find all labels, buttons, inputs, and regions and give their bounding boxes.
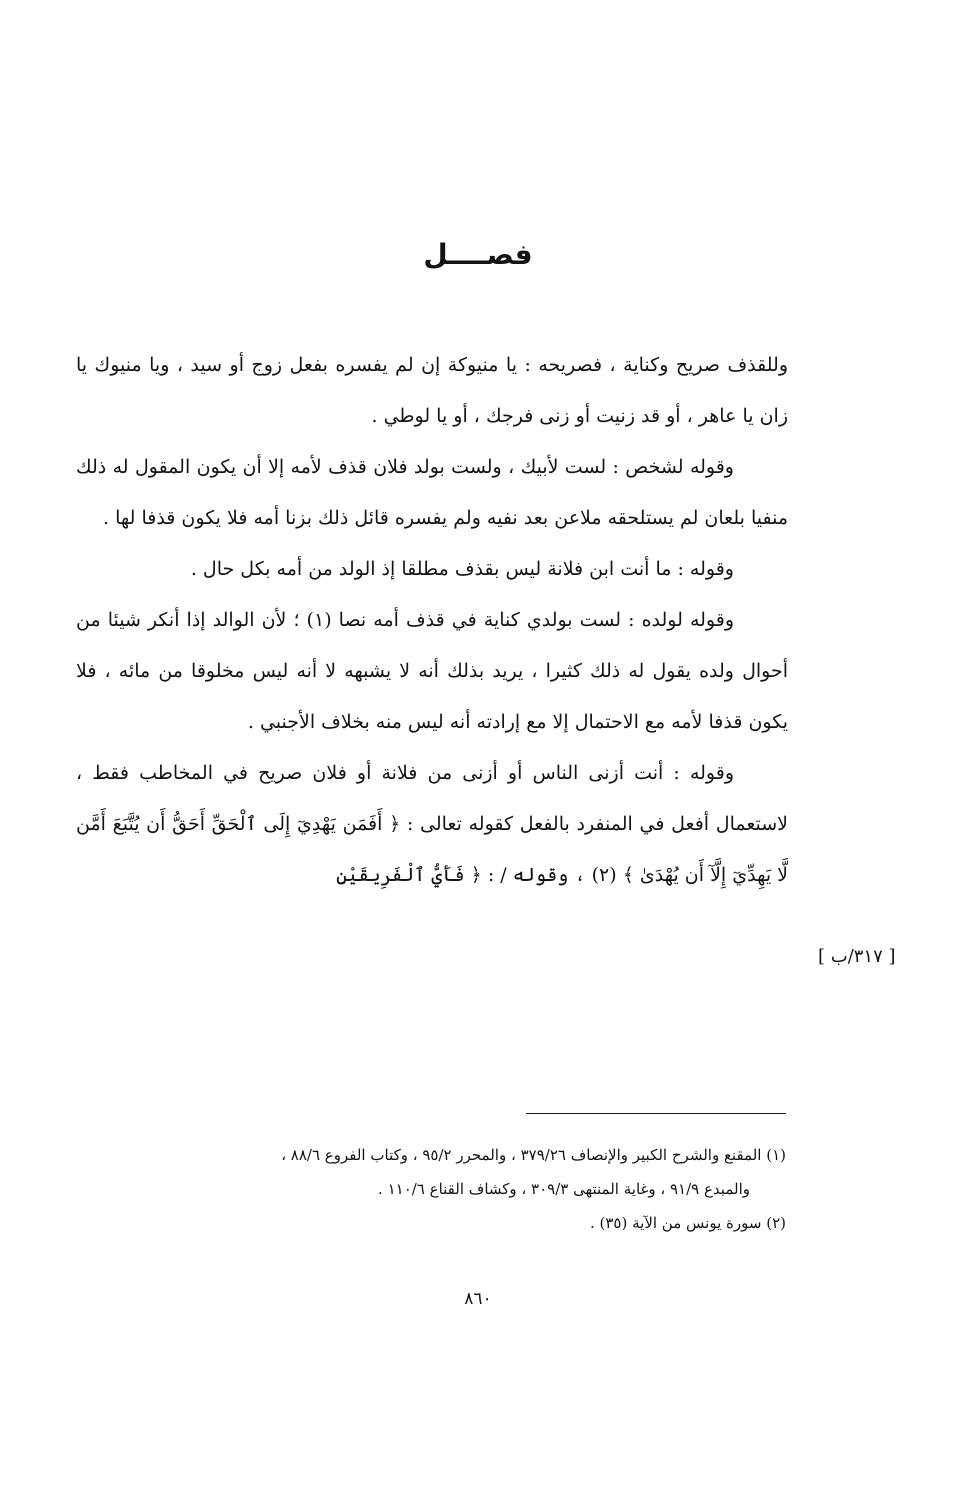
paragraph-5: وقوله : أنت أزنى الناس أو أزنى من فلانة أو فلان صريح في المخاطب فقط ، لاستعمال أفعل في المنفرد بالفعل كقوله تعالى : ﴿ أَفَمَن يَهْدِيٓ إِلَى ٱلْحَقِّ أَحَقُّ أَن يُتَّبَعَ أَمَّن لَّا يَهِدِّيٓ إِلَّآ أَن يُهْدَىٰ ﴾ (٢) ، وقوله / : ﴿ فَأَيُّ ٱلْفَرِيقَيْنِ <box>76 762 788 886</box>
paragraph-2: وقوله لشخص : لست لأبيك ، ولست بولد فلان قذف لأمه إلا أن يكون المقول له ذلك منفيا بلعان لم يستلحقه ملاعن بعد نفيه ولم يفسره قائل ذلك بزنا أمه فلا يكون قذفا لها . <box>76 456 788 529</box>
paragraph-3: وقوله : ما أنت ابن فلانة ليس بقذف مطلقا إذ الولد من أمه بكل حال . <box>190 558 734 580</box>
footnotes <box>76 1138 786 1240</box>
main-text <box>76 340 788 901</box>
footnote-separator <box>526 1113 786 1114</box>
paragraph-1: وللقذف صريح وكناية ، فصريحه : يا منيوكة إن لم يفسره بفعل زوج أو سيد ، ويا منيوك يا زان يا عاهر ، أو قد زنيت أو زنى فرجك ، أو يا لوطي . <box>76 354 788 427</box>
paragraph-4: وقوله لولده : لست بولدي كناية في قذف أمه نصا (١) ؛ لأن الوالد إذا أنكر شيئا من أحوال ولده يقول له ذلك كثيرا ، يريد بذلك أنه لا يشبهه لا أنه ليس مخلوقا من مائه ، فلا يكون قذفا لأمه مع الاحتمال إلا مع إرادته أنه ليس منه بخلاف الأجنبي . <box>76 609 789 733</box>
footnote-1-continued: والمبدع ٩١/٩ ، وغاية المنتهى ٣٠٩/٣ ، وكشاف القناع ١١٠/٦ . <box>378 1180 750 1198</box>
footnote-1: (١) المقنع والشرح الكبير والإنصاف ٣٧٩/٢٦ ، والمحرر ٩٥/٢ ، وكتاب الفروع ٨٨/٦ ، <box>281 1146 786 1164</box>
section-heading: فصــــل <box>423 238 533 271</box>
manuscript-folio-note: [ ٣١٧/ب ] <box>818 946 896 967</box>
page-number: ٨٦٠ <box>464 1289 492 1309</box>
footnote-2: (٢) سورة يونس من الآية (٣٥) . <box>589 1214 786 1232</box>
